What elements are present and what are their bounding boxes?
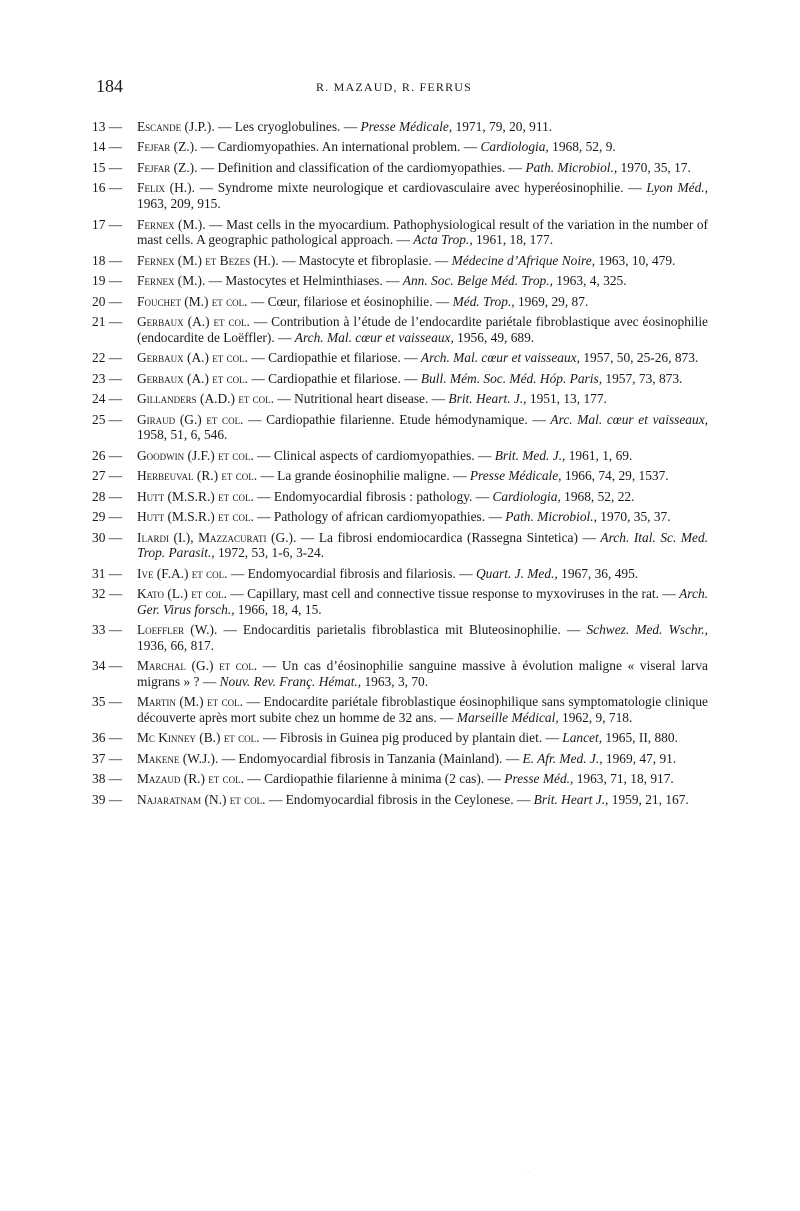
reference-journal: Lancet,: [562, 730, 603, 746]
reference-entry: [92, 489, 708, 505]
reference-entry: [92, 273, 708, 289]
reference-details: 1956, 49, 689.: [453, 329, 535, 345]
reference-title: — Cardiomyopathies. An international problem. —: [197, 139, 481, 155]
reference-entry: [92, 751, 708, 767]
reference-title: — Un cas d’éosinophilie sanguine massive à évolution maligne « viseral larva migrans » ? —: [137, 658, 709, 689]
reference-journal: Cardiologia,: [480, 139, 549, 155]
reference-journal: Presse Méd.,: [504, 771, 574, 787]
reference-title: — Definition and classification of the cardiomyopathies. —: [197, 159, 526, 175]
reference-entry: [92, 566, 708, 582]
reference-details: 1936, 66, 817.: [137, 637, 214, 653]
reference-number: 22 —: [92, 350, 123, 366]
reference-title: — Cardiopathie filarienne à minima (2 cas). —: [244, 771, 505, 787]
reference-title: — Contribution à l’étude de l’endocardite pariétale fibroblastique avec éosinophilie (endocardite de Loëffler). —: [137, 314, 708, 345]
reference-entry: [92, 253, 708, 269]
reference-journal: Cardiologia,: [492, 488, 561, 504]
reference-entry: [92, 391, 708, 407]
reference-entry: [92, 314, 708, 345]
page-header: [96, 76, 712, 100]
reference-number: 33 —: [92, 622, 123, 638]
reference-journal: Marseille Médical,: [456, 710, 559, 725]
reference-details: 1967, 36, 495.: [557, 565, 639, 581]
reference-details: 1965, II, 880.: [602, 730, 678, 746]
reference-number: 24 —: [92, 391, 123, 407]
reference-entry: [92, 448, 708, 464]
reference-authors: Mc Kinney (B.) et col.: [137, 730, 260, 746]
reference-title: — Cardiopathie et filariose. —: [248, 350, 421, 366]
reference-authors: Hutt (M.S.R.) et col.: [137, 488, 254, 504]
reference-authors: Fernex (M.).: [137, 216, 206, 232]
reference-journal: Arch. Mal. cœur et vaisseaux,: [420, 350, 580, 366]
reference-authors: Fernex (M.).: [137, 273, 206, 289]
reference-details: 1963, 3, 70.: [361, 673, 429, 689]
reference-authors: Fernex (M.) et Bezes (H.).: [137, 252, 279, 268]
reference-details: 1972, 53, 1-6, 3-24.: [214, 545, 324, 561]
reference-title: — Mastocytes et Helminthiases. —: [205, 273, 403, 289]
reference-details: 1957, 73, 873.: [602, 370, 683, 386]
reference-journal: Méd. Trop.,: [452, 293, 515, 309]
reference-journal: Médecine d’Afrique Noire,: [451, 252, 596, 268]
reference-details: 1957, 50, 25-26, 873.: [579, 350, 699, 366]
reference-number: 34 —: [92, 658, 123, 674]
reference-authors: Fouchet (M.) et col.: [137, 293, 248, 309]
reference-journal: E. Afr. Med. J.,: [522, 750, 603, 766]
reference-journal: Nouv. Rev. Franç. Hémat.,: [219, 673, 362, 689]
reference-title: — Cardiopathie filarienne. Etude hémodynamique. —: [243, 411, 551, 427]
reference-entry: [92, 792, 708, 808]
reference-details: 1970, 35, 17.: [617, 159, 691, 175]
reference-journal: Quart. J. Med.,: [475, 565, 558, 581]
reference-details: 1971, 79, 20, 911.: [452, 119, 553, 134]
reference-number: 36 —: [92, 730, 123, 746]
reference-authors: Felix (H.).: [137, 180, 195, 196]
reference-authors: Giraud (G.) et col.: [137, 411, 244, 427]
reference-details: 1966, 18, 4, 15.: [234, 601, 322, 617]
reference-list: [92, 119, 708, 812]
reference-details: 1963, 71, 18, 917.: [573, 771, 674, 787]
reference-journal: Arch. Ital. Sc. Med. Trop. Parasit.,: [137, 529, 708, 561]
reference-authors: Gerbaux (A.) et col.: [137, 314, 250, 330]
reference-number: 25 —: [92, 411, 123, 427]
reference-journal: Ann. Soc. Belge Méd. Trop.,: [402, 273, 553, 289]
reference-details: 1963, 209, 915.: [137, 196, 221, 212]
reference-entry: [92, 586, 708, 617]
reference-title: — Clinical aspects of cardiomyopathies. —: [253, 447, 495, 463]
reference-title: — Pathology of african cardiomyopathies. —: [253, 509, 506, 525]
reference-title: — Syndrome mixte neurologique et cardiovasculaire avec hyperéosinophilie. —: [194, 180, 647, 196]
reference-number: 35 —: [92, 694, 123, 710]
reference-entry: [92, 160, 708, 176]
reference-journal: Path. Microbiol.,: [525, 159, 618, 175]
reference-number: 13 —: [92, 119, 123, 134]
reference-title: — Cardiopathie et filariose. —: [248, 370, 421, 386]
reference-authors: Makene (W.J.).: [137, 750, 219, 766]
reference-title: — Endocardite pariétale fibroblastique éosinophilique sans symptomatologie clinique découverte après mort subite chez un homme de 32 ans. —: [137, 694, 708, 725]
reference-authors: Fejfar (Z.).: [137, 159, 198, 175]
reference-number: 18 —: [92, 252, 123, 268]
reference-authors: Najaratnam (N.) et col.: [137, 791, 266, 807]
reference-title: — Les cryoglobulines. —: [214, 119, 361, 134]
reference-title: — Endomyocardial fibrosis in the Ceylonese. —: [265, 791, 534, 807]
reference-journal: Acta Trop.,: [413, 232, 473, 248]
reference-number: 17 —: [92, 216, 123, 232]
reference-details: 1969, 29, 87.: [514, 293, 589, 309]
reference-number: 23 —: [92, 370, 123, 386]
reference-details: 1968, 52, 9.: [548, 139, 616, 155]
reference-number: 29 —: [92, 509, 123, 525]
reference-number: 15 —: [92, 159, 123, 175]
reference-entry: [92, 694, 708, 725]
reference-journal: Brit. Med. J.,: [494, 447, 566, 463]
reference-entry: [92, 217, 708, 248]
reference-authors: Gerbaux (A.) et col.: [137, 350, 248, 366]
reference-entry: [92, 412, 708, 443]
reference-title: — Endocarditis parietalis fibroblastica mit Bluteosinophilie. —: [217, 622, 587, 638]
reference-number: 20 —: [92, 293, 123, 309]
reference-details: 1959, 21, 167.: [608, 791, 689, 807]
reference-details: 1970, 35, 37.: [596, 509, 671, 525]
reference-authors: Herbeuval (R.) et col.: [137, 468, 258, 484]
reference-number: 14 —: [92, 139, 123, 155]
reference-number: 16 —: [92, 180, 123, 196]
reference-number: 37 —: [92, 750, 123, 766]
reference-number: 32 —: [92, 586, 123, 602]
reference-entry: [92, 350, 708, 366]
reference-details: 1969, 47, 91.: [602, 750, 677, 766]
reference-number: 39 —: [92, 791, 123, 807]
reference-title: — Cœur, filariose et éosinophilie. —: [247, 293, 453, 309]
reference-title: — Capillary, mast cell and connective tissue response to myxoviruses in the rat. —: [226, 586, 680, 602]
scan-speck: · ·: [524, 1168, 531, 1176]
reference-number: 31 —: [92, 565, 123, 581]
reference-entry: [92, 509, 708, 525]
reference-entry: [92, 294, 708, 310]
reference-details: 1961, 1, 69.: [565, 447, 633, 463]
reference-title: — Endomyocardial fibrosis : pathology. —: [253, 488, 493, 504]
reference-entry: [92, 119, 708, 135]
reference-number: 27 —: [92, 468, 123, 484]
reference-title: — La fibrosi endomiocardica (Rassegna Sintetica) —: [296, 529, 601, 545]
reference-entry: [92, 180, 708, 211]
reference-entry: [92, 139, 708, 155]
reference-authors: Kato (L.) et col.: [137, 586, 227, 602]
reference-details: 1951, 13, 177.: [526, 391, 607, 407]
reference-authors: Ive (F.A.) et col.: [137, 565, 228, 581]
reference-authors: Goodwin (J.F.) et col.: [137, 447, 254, 463]
reference-number: 38 —: [92, 771, 123, 787]
reference-details: 1968, 52, 22.: [560, 488, 635, 504]
reference-entry: [92, 730, 708, 746]
reference-journal: Presse Médicale,: [360, 119, 453, 134]
reference-title: — Nutritional heart disease. —: [274, 391, 449, 407]
reference-journal: Arch. Mal. cœur et vaisseaux,: [294, 329, 454, 345]
reference-number: 28 —: [92, 488, 123, 504]
reference-journal: Presse Médicale,: [469, 468, 562, 484]
reference-journal: Schwez. Med. Wschr.,: [586, 622, 708, 638]
reference-details: 1962, 9, 718.: [558, 710, 633, 725]
running-head: R. MAZAUD, R. FERRUS: [316, 80, 473, 94]
reference-entry: [92, 468, 708, 484]
reference-authors: Ilardi (I.), Mazzacurati (G.).: [137, 529, 297, 545]
reference-details: 1961, 18, 177.: [472, 232, 554, 248]
reference-authors: Marchal (G.) et col.: [137, 658, 258, 674]
reference-journal: Arch. Ger. Virus forsch.,: [137, 586, 708, 617]
reference-journal: Brit. Heart J.,: [533, 791, 609, 807]
reference-details: 1963, 10, 479.: [595, 252, 676, 268]
reference-entry: [92, 530, 708, 561]
reference-title: — Mast cells in the myocardium. Pathophysiological result of the variation in the number of mast cells. A geographic pathological approach. —: [137, 216, 708, 248]
reference-title: — La grande éosinophilie maligne. —: [257, 468, 470, 484]
reference-authors: Fejfar (Z.).: [137, 139, 198, 155]
reference-journal: Brit. Heart. J.,: [448, 391, 527, 407]
reference-details: 1958, 51, 6, 546.: [137, 427, 228, 443]
reference-journal: Lyon Méd.,: [646, 180, 709, 196]
reference-title: — Endomyocardial fibrosis in Tanzania (Mainland). —: [218, 750, 523, 766]
reference-authors: Mazaud (R.) et col.: [137, 771, 244, 787]
reference-title: — Endomyocardial fibrosis and filariosis. —: [227, 565, 476, 581]
reference-number: 19 —: [92, 273, 123, 289]
reference-number: 26 —: [92, 447, 123, 463]
reference-authors: Loeffler (W.).: [137, 622, 218, 638]
reference-authors: Gerbaux (A.) et col.: [137, 370, 248, 386]
reference-details: 1966, 74, 29, 1537.: [561, 468, 669, 484]
reference-journal: Path. Microbiol.,: [505, 509, 597, 525]
reference-journal: Arc. Mal. cœur et vaisseaux,: [550, 411, 708, 427]
page-number: 184: [96, 76, 123, 96]
reference-entry: [92, 622, 708, 653]
reference-entry: [92, 658, 708, 689]
reference-entry: [92, 371, 708, 387]
reference-journal: Bull. Mém. Soc. Méd. Hóp. Paris,: [420, 370, 603, 386]
reference-number: 21 —: [92, 314, 123, 330]
reference-entry: [92, 771, 708, 787]
reference-details: 1963, 4, 325.: [552, 273, 627, 289]
reference-authors: Martin (M.) et col.: [137, 694, 244, 710]
reference-title: — Fibrosis in Guinea pig produced by plantain diet. —: [259, 730, 563, 746]
reference-authors: Hutt (M.S.R.) et col.: [137, 509, 254, 525]
reference-number: 30 —: [92, 529, 123, 545]
reference-authors: Escande (J.P.).: [137, 119, 215, 134]
reference-title: — Mastocyte et fibroplasie. —: [278, 252, 452, 268]
reference-authors: Gillanders (A.D.) et col.: [137, 391, 275, 407]
